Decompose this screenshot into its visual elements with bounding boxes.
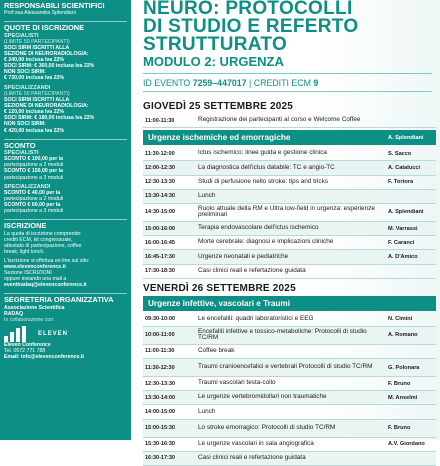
sb-group-line: SEZIONE DI NEURORADIOLOGIA: xyxy=(4,51,89,58)
divider xyxy=(4,139,127,140)
session-title: Urgenze infettive, vascolari e Traumi xyxy=(148,298,290,308)
sb-group-line: SCONTO € 60,00 per la xyxy=(4,202,61,209)
day-2-title: VENERDÌ 26 SETTEMBRE 2025 xyxy=(143,282,296,294)
sb-group-line: partecipazione a 2 moduli xyxy=(4,196,64,203)
schedule-row xyxy=(143,265,436,279)
schedule-row xyxy=(143,377,436,391)
sb-iscrizione-link[interactable]: eventiradaq@elevenconference.it xyxy=(4,282,87,289)
sb-iscrizione xyxy=(4,222,127,288)
program-main xyxy=(135,0,440,462)
row-topic: Le urgenze vertebromidollari non traumatiche xyxy=(198,393,327,401)
sb-group-head: SPECIALISTI xyxy=(4,149,39,156)
day-2-session-banner xyxy=(143,296,436,311)
sb-group-line: SOCI SIRM ISCRITTI ALLA xyxy=(4,97,70,104)
page-title-line-1: NEURO: PROTOCOLLI xyxy=(143,0,353,19)
sb-group-line: (LIMITE 50 PARTECIPANTI) xyxy=(4,90,70,97)
sb-group-line: € 120,00 inclusa Iva 22% xyxy=(4,109,64,116)
sb-iscrizione-link[interactable]: www.elevenconference.it xyxy=(4,264,66,271)
separator: | xyxy=(249,78,252,88)
sb-group-line: partecipazione a 3 moduli xyxy=(4,208,64,215)
row-speaker: M. Anselmi xyxy=(388,394,418,401)
sb-email-link[interactable]: Email: info@elevenconference.it xyxy=(4,354,85,361)
sb-segreteria-line: In collaborazione con: xyxy=(4,316,55,323)
row-time: 13:30-14:30 xyxy=(145,193,175,200)
row-topic: Ruolo attuale della RM e Ultra low-field in urgenza: esperienze preliminari xyxy=(198,204,375,219)
row-time: 12:30-13:30 xyxy=(145,380,175,387)
schedule-row xyxy=(143,176,436,190)
sb-group-line: SCONTO € 100,00 per la xyxy=(4,156,64,163)
schedule-row xyxy=(143,438,436,452)
row-time: 11:30-12:30 xyxy=(145,364,175,371)
sb-segreteria-head: SEGRETERIA ORGANIZZATIVA xyxy=(4,295,114,305)
row-time: 12:30-13:30 xyxy=(145,179,175,186)
row-topic: Studi di perfusione nello stroke: tips and tricks xyxy=(198,177,329,185)
day-1-session-banner xyxy=(143,130,436,145)
sb-sconto-head: SCONTO xyxy=(4,140,36,150)
row-speaker: N. Cimini xyxy=(388,316,413,323)
row-time: 14:30-15:00 xyxy=(145,209,175,216)
divider xyxy=(4,293,127,294)
row-topic: Terapia endovascolare dell'ictus ischemico xyxy=(198,224,319,232)
row-time: 09:30-10:00 xyxy=(145,316,175,323)
row-time: 11:30-12:00 xyxy=(145,150,175,157)
row-topic: Le encefaliti: quadri laboratoristici e EEG xyxy=(198,314,314,322)
divider xyxy=(4,219,127,220)
sb-company: Eleven Conference xyxy=(4,341,51,348)
sb-responsabili-line: Prof.ssa Alessandra Splendiani xyxy=(4,10,76,17)
schedule-row xyxy=(143,391,436,405)
page-title-line-3: STRUTTURATO xyxy=(143,34,288,55)
credits-value: 9 xyxy=(313,78,319,88)
event-id-line xyxy=(143,73,432,92)
row-topic: Encefaliti infettive e tossico-metaboliche: Protocolli di studio TC/RM xyxy=(198,327,367,342)
row-topic: Ictus ischemico: linee guida e gestione clinica xyxy=(198,149,327,157)
row-topic: Morte cerebrale: diagnosi e implicazioni cliniche xyxy=(198,238,334,246)
sb-iscrizione-line: La quota di iscrizione comprende: xyxy=(4,230,82,237)
row-topic: La diagnostica dell'ictus databile: TC e angio-TC xyxy=(198,163,335,171)
row-topic: Coffee break xyxy=(198,347,235,355)
row-time: 16:30-17:30 xyxy=(145,455,175,462)
row-topic: Casi clinici reali e refertazione guidata xyxy=(198,454,306,461)
schedule-row xyxy=(143,452,436,466)
sb-iscrizione-head: ISCRIZIONE xyxy=(4,221,47,231)
eleven-logo-text: ELEVEN xyxy=(38,330,69,337)
sb-sconto xyxy=(4,142,127,215)
sb-segreteria-line: RADAQ xyxy=(4,310,24,317)
schedule-row xyxy=(143,114,436,128)
sb-iscrizione-line: crediti ECM, kit congressuale, xyxy=(4,236,73,243)
event-id-value: 7259–447017 xyxy=(192,78,247,88)
sb-iscrizione-line: L'iscrizione si effettua on-line sul sito: xyxy=(4,257,90,264)
row-time: 16:00-16:45 xyxy=(145,239,175,246)
sb-group-line: SOCI SIRM: € 180,00 inclusa Iva 22% xyxy=(4,115,95,122)
row-time: 11:00-11:30 xyxy=(145,348,175,355)
row-speaker: A. Romano xyxy=(388,332,418,339)
eleven-logo-icon xyxy=(4,326,34,342)
event-id-label: ID EVENTO xyxy=(143,78,191,88)
sb-group-line: partecipazione a 2 moduli xyxy=(4,162,64,169)
sb-group-head: SPECIALIZZANDI xyxy=(4,183,51,190)
page-title-line-2: DI STUDIO E REFERTO xyxy=(143,16,359,37)
title-block xyxy=(135,0,440,69)
row-speaker: A.V. Giordano xyxy=(388,441,425,448)
credits-label: CREDITI ECM xyxy=(253,78,311,88)
sb-tel: Tel. 0572 771 788 xyxy=(4,348,46,355)
row-speaker: F. Bruno xyxy=(388,380,411,387)
schedule-row xyxy=(143,190,436,204)
row-speaker: A. D'Amico xyxy=(388,253,418,260)
row-speaker: F. Bruno xyxy=(388,425,411,432)
schedule-row xyxy=(143,405,436,419)
session-title: Urgenze ischemiche ed emorragiche xyxy=(148,133,291,143)
row-time: 17:30-18:30 xyxy=(145,268,175,275)
sb-group-line: SOCI SIRM ISCRITTI ALLA xyxy=(4,45,70,51)
sb-quote-groups xyxy=(4,33,127,134)
sb-group-head: SPECIALISTI xyxy=(4,32,39,39)
sidebar xyxy=(0,0,131,440)
sb-group-line: NON SOCI SIRM: xyxy=(4,69,46,76)
row-topic: Le urgenze vascolari in sala angiografica xyxy=(198,439,314,447)
sb-sconto-groups xyxy=(4,150,127,215)
row-time: 12:00-12:30 xyxy=(145,164,175,171)
day-1-schedule xyxy=(135,147,440,279)
sb-iscrizione-lines xyxy=(4,231,127,289)
sb-group-line: € 240,00 inclusa Iva 22% xyxy=(4,57,64,64)
row-speaker: S. Sacco xyxy=(388,150,412,157)
row-time: 15:30-16:30 xyxy=(145,441,175,448)
sb-group-line: SCONTO € 150,00 per la xyxy=(4,168,64,175)
row-time: 15:00-16:00 xyxy=(145,225,175,232)
row-topic: Casi clinici reali e refertazione guidata xyxy=(198,266,306,274)
schedule-row xyxy=(143,327,436,345)
sb-iscrizione-line: Sezione ISCRIZIONI xyxy=(4,270,52,277)
sb-group-line: € 420,00 inclusa Iva 22% xyxy=(4,127,64,134)
divider xyxy=(4,21,127,22)
sb-group-line: SCONTO € 40,00 per la xyxy=(4,190,61,197)
sb-quote-head: QUOTE DI ISCRIZIONE xyxy=(4,23,85,33)
schedule-row xyxy=(143,222,436,236)
day-1-pre xyxy=(135,114,440,128)
row-topic: Lunch xyxy=(198,407,216,415)
row-time: 11:00-11:30 xyxy=(145,117,175,124)
row-topic: Registrazione dei partecipanti al corso e Welcome Coffee xyxy=(198,116,361,124)
row-speaker: F. Caranci xyxy=(388,239,415,246)
day-1-title: GIOVEDÌ 25 SETTEMBRE 2025 xyxy=(143,101,294,112)
schedule-row xyxy=(143,313,436,327)
sb-iscrizione-line: attestato di partecipazione, coffee xyxy=(4,242,82,249)
day-2-schedule xyxy=(135,313,440,466)
sb-iscrizione-line: break, light lunch. xyxy=(4,248,45,255)
row-speaker: F. Tortora xyxy=(388,179,414,186)
sb-responsabili-head: RESPONSABILI SCIENTIFICI xyxy=(4,1,105,10)
row-topic: Lo stroke emorragico: Protocolli di studio TC/RM xyxy=(198,423,336,431)
row-time: 10:00-11:00 xyxy=(145,332,175,339)
eleven-logo xyxy=(4,326,127,342)
row-time: 15:00-15:30 xyxy=(145,425,175,432)
row-topic: Urgenze neonatali e pediatriche xyxy=(198,252,289,260)
row-topic: Lunch xyxy=(198,191,216,199)
module-subtitle: MODULO 2: URGENZA xyxy=(143,54,284,69)
sb-group-line: SOCI SIRM: € 360,00 inclusa Iva 22% xyxy=(4,63,95,70)
schedule-row xyxy=(143,204,436,222)
schedule-row xyxy=(143,147,436,161)
row-topic: Traumi vascolari testa-collo xyxy=(198,379,276,387)
sb-group-line: € 730,00 inclusa Iva 22% xyxy=(4,75,64,82)
sb-iscrizione-line: oppure inviando una mail a xyxy=(4,276,67,283)
row-speaker: A. Splendiani xyxy=(388,209,424,216)
schedule-row xyxy=(143,345,436,359)
schedule-row xyxy=(143,359,436,377)
session-chair: A. Splendiani xyxy=(388,134,424,141)
row-time: 16:45-17:30 xyxy=(145,253,175,260)
schedule-row xyxy=(143,236,436,250)
sb-group-head: SPECIALIZZANDI xyxy=(4,84,51,91)
sb-segreteria-line: Associazione Scientifica xyxy=(4,304,65,311)
schedule-row xyxy=(143,250,436,264)
row-topic: Traumi cranioencefalici e vertebrali Protocolli di studio TC/RM xyxy=(198,363,373,371)
sb-group-line: partecipazione a 3 moduli xyxy=(4,174,64,181)
sb-segreteria xyxy=(4,296,127,360)
row-time: 13:30-14:00 xyxy=(145,394,175,401)
sb-group-line: (LIMITE 50 PARTECIPANTI) xyxy=(4,38,70,45)
schedule-row xyxy=(143,161,436,175)
sb-responsabili xyxy=(4,2,127,16)
row-speaker: A. Catalucci xyxy=(388,164,421,171)
row-speaker: M. Varrassi xyxy=(388,225,418,232)
row-speaker: G. Polonara xyxy=(388,364,420,371)
schedule-row xyxy=(143,420,436,438)
sb-group-line: SEZIONE DI NEURORADIOLOGIA: xyxy=(4,103,89,110)
row-time: 14:00-15:00 xyxy=(145,409,175,416)
sb-group-line: NON SOCI SIRM: xyxy=(4,121,46,128)
sb-quote xyxy=(4,24,127,133)
